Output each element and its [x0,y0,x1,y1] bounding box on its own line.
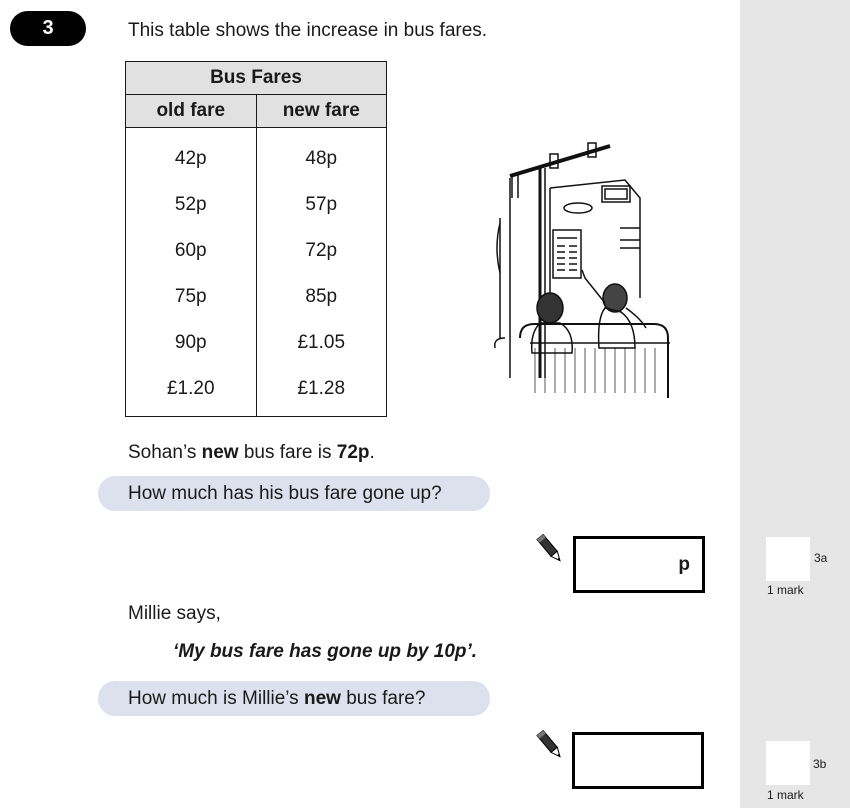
old-fare-cell: £1.20 [126,366,257,417]
mark-reference: 3a [814,551,828,565]
table-row [126,128,387,183]
table-row [126,366,387,417]
bus-fares-table [125,61,387,417]
table-row [126,228,387,274]
statement-bold-fare: 72p [336,442,370,463]
answer-unit: p [678,554,690,575]
answer-box-3a[interactable] [573,536,705,593]
statement-text: . [369,442,375,463]
question-number: 3 [42,17,54,39]
mark-label: 1 mark [767,788,804,802]
old-fare-cell: 42p [126,128,257,183]
old-fare-cell: 75p [126,274,257,320]
table-row [126,274,387,320]
statement-text: bus fare is [238,442,337,463]
marking-margin [740,0,850,808]
new-fare-cell: 72p [256,228,387,274]
prompt-text: How much is Millie’s [128,688,304,709]
part-a-statement [128,442,375,464]
millie-quote: ‘My bus fare has gone up by 10p’. [173,641,478,662]
old-fare-cell: 90p [126,320,257,366]
pencil-icon [536,533,566,567]
part-b-prompt [98,681,490,716]
old-fare-cell: 52p [126,182,257,228]
prompt-bold-new: new [303,688,341,709]
question-intro: This table shows the increase in bus fares. [128,20,488,41]
table-row [126,182,387,228]
table-row [126,320,387,366]
mark-box-3b [766,741,810,785]
column-header-new-fare: new fare [256,95,387,128]
mark-reference: 3b [813,757,827,771]
old-fare-cell: 60p [126,228,257,274]
answer-box-3b[interactable] [572,732,704,789]
mark-box-3a [766,537,810,581]
table-title: Bus Fares [126,62,387,95]
new-fare-cell: 57p [256,182,387,228]
statement-text: Sohan’s [128,442,202,463]
new-fare-cell: 85p [256,274,387,320]
column-header-old-fare: old fare [126,95,257,128]
mark-label: 1 mark [767,583,804,597]
bus-interior-illustration [490,138,670,398]
new-fare-cell: £1.05 [256,320,387,366]
statement-bold-new: new [201,442,239,463]
part-a-prompt: How much has his bus fare gone up? [98,476,490,511]
part-b-intro: Millie says, [128,603,221,624]
pencil-icon [536,729,566,763]
new-fare-cell: £1.28 [256,366,387,417]
prompt-text: bus fare? [340,688,426,709]
question-number-badge [10,11,86,46]
new-fare-cell: 48p [256,128,387,183]
